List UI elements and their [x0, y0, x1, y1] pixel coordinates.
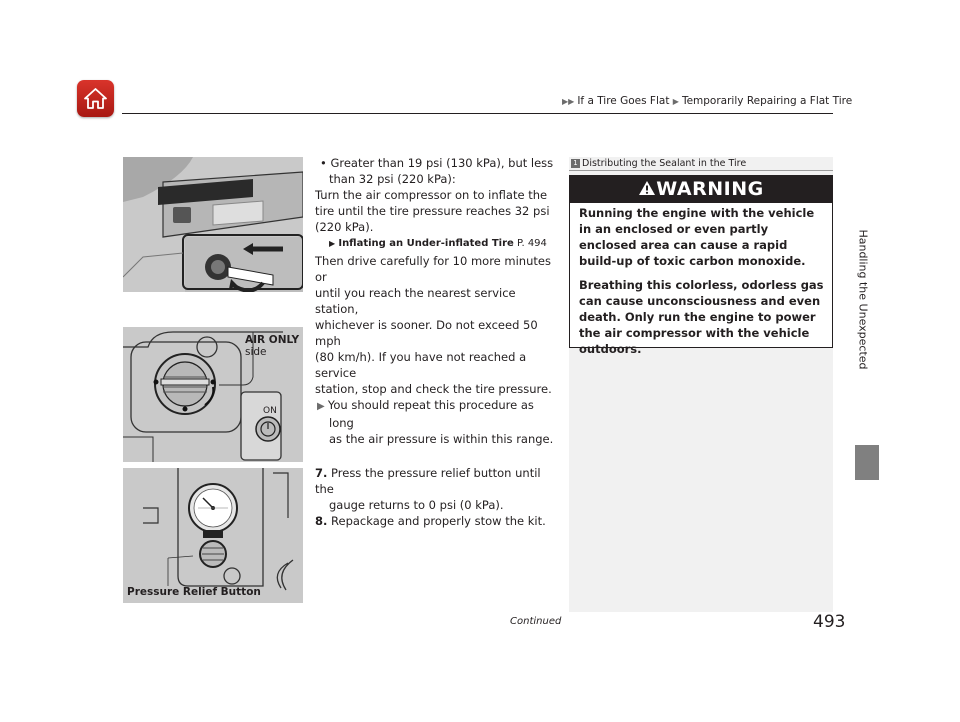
step-number: 7.	[315, 466, 328, 480]
step-number: 8.	[315, 514, 328, 528]
drive-text: until you reach the nearest service station,	[315, 286, 516, 316]
chapter-tab-marker	[855, 445, 879, 480]
warning-triangle-icon	[638, 180, 656, 196]
warning-paragraph: Running the engine with the vehicle in an enclosed or even partly enclosed area can cause a rapid build-up of toxic carbon monoxide.	[579, 206, 815, 268]
bullet-item	[315, 155, 560, 171]
note-arrow-icon: ▶	[317, 401, 328, 412]
bullet-text-cont: than 32 psi (220 kPa):	[329, 172, 456, 186]
step-7	[315, 465, 560, 497]
breadcrumb	[562, 95, 852, 107]
air-only-callout	[245, 334, 299, 358]
xref-title: Inflating an Under-inflated Tire	[338, 238, 514, 249]
air-only-side-label: side	[245, 346, 267, 358]
inflate-text: (220 kPa).	[315, 220, 374, 234]
warning-body	[579, 205, 827, 365]
on-label: ON	[263, 406, 277, 416]
breadcrumb-item[interactable]: Temporarily Repairing a Flat Tire	[681, 95, 853, 107]
home-icon	[83, 86, 108, 111]
page-number: 493	[813, 612, 846, 632]
warning-box	[569, 175, 833, 356]
bullet-text: Greater than 19 psi (130 kPa), but less	[330, 156, 554, 170]
step-text: Repackage and properly stow the kit.	[331, 514, 546, 528]
steps-list	[315, 465, 560, 529]
breadcrumb-arrow-icon: ▶▶	[562, 97, 575, 106]
note-item	[315, 397, 560, 431]
instructions-column	[315, 155, 560, 447]
step-text-cont: gauge returns to 0 psi (0 kPa).	[329, 498, 504, 512]
drive-text: whichever is sooner. Do not exceed 50 mph	[315, 318, 538, 348]
breadcrumb-item[interactable]: If a Tire Goes Flat	[577, 95, 670, 107]
compressor-console-figure	[123, 157, 303, 292]
note-number-icon: 1	[571, 159, 580, 168]
cross-reference-link[interactable]	[315, 235, 560, 253]
drive-text: (80 km/h). If you have not reached a service	[315, 350, 527, 380]
breadcrumb-arrow-icon: ▶	[672, 97, 679, 106]
note-text-cont: as the air pressure is within this range.	[329, 432, 554, 446]
air-only-label: AIR ONLY	[245, 334, 300, 346]
xref-arrow-icon: ▶	[329, 239, 336, 248]
drive-text: Then drive carefully for 10 more minutes or	[315, 254, 551, 284]
inflate-text: Turn the air compressor on to inflate the	[315, 188, 548, 202]
continued-label: Continued	[510, 616, 562, 627]
bullet-icon: •	[320, 156, 331, 170]
drive-text: station, stop and check the tire pressure.	[315, 382, 552, 396]
pressure-relief-callout: Pressure Relief Button	[127, 586, 261, 598]
home-button[interactable]	[77, 80, 114, 117]
warning-paragraph: Breathing this colorless, odorless gas can cause unconsciousness and even death. Only run the engine to power the air compressor with the vehicle outdoors.	[579, 278, 824, 356]
header-rule	[122, 113, 833, 114]
chapter-tab[interactable]	[856, 150, 870, 450]
step-text: Press the pressure relief button until the	[315, 466, 541, 496]
warning-title: WARNING	[656, 178, 764, 200]
xref-page: P. 494	[516, 238, 547, 249]
sidebar-rule	[569, 170, 833, 171]
pressure-gauge-figure	[123, 468, 303, 603]
sidebar-heading-text: Distributing the Sealant in the Tire	[582, 158, 747, 169]
chapter-tab-label: Handling the Unexpected	[856, 229, 870, 370]
warning-header	[570, 176, 832, 203]
note-text: You should repeat this procedure as long	[327, 398, 534, 430]
sidebar-heading	[571, 158, 746, 169]
step-8	[315, 513, 560, 529]
inflate-text: tire until the tire pressure reaches 32 psi	[315, 204, 550, 218]
